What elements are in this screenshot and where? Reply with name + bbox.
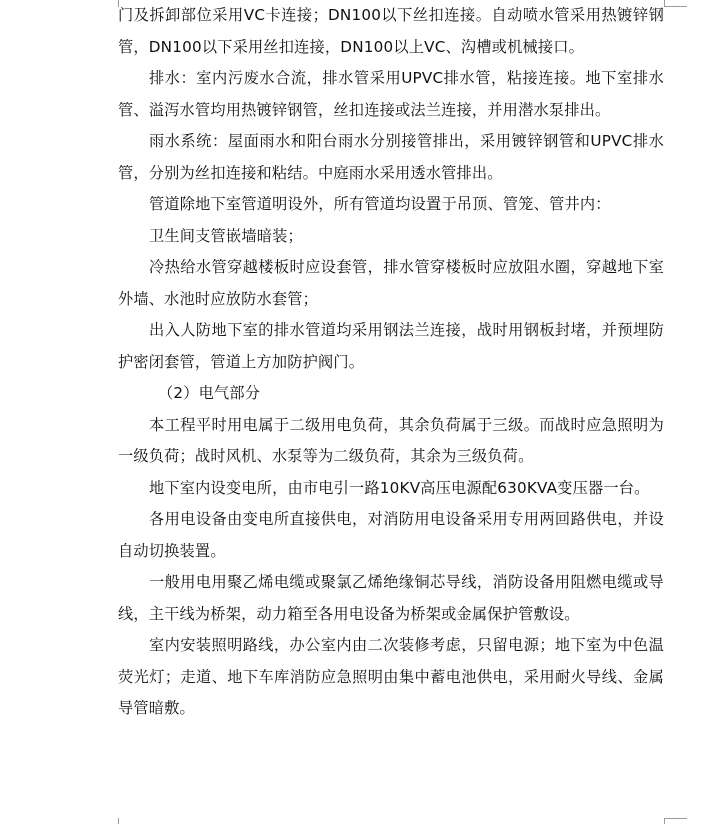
paragraph-cables: 一般用电用聚乙烯电缆或聚氯乙烯绝缘铜芯导线，消防设备用阻燃电缆或导线，主干线为桥架，动力箱至各用电设备为桥架或金属保护管敷设。: [118, 573, 664, 623]
section-heading-electrical: （2）电气部分: [158, 384, 261, 402]
paragraph-drainage: 排水：室内污废水合流，排水管采用UPVC排水管，粘接连接。地下室排水管、溢泻水管均用热镀锌钢管，丝扣连接或法兰连接，并用潜水泵排出。: [118, 69, 664, 119]
paragraph-substation: 地下室内设变电所，由市电引一路10KV高压电源配630KVA变压器一台。: [149, 478, 650, 497]
paragraph-lighting: 室内安装照明路线，办公室内由二次装修考虑，只留电源；地下室为中色温荧光灯；走道、地下车库消防应急照明由集中蓄电池供电，采用耐火导线、金属导管暗敷。: [118, 636, 664, 717]
paragraph-power-supply: 各用电设备由变电所直接供电，对消防用电设备采用专用两回路供电，并设自动切换装置。: [118, 510, 664, 560]
crop-mark-bottom-left: [118, 818, 119, 824]
crop-mark-top-right-horizontal: [665, 6, 687, 7]
paragraph-sleeves: 冷热给水管穿越楼板时应设套管，排水管穿楼板时应放阻水圈，穿越地下室外墙、水池时应放防水套管；: [118, 258, 664, 308]
paragraph-pipe-concealment: 管道除地下室管道明设外，所有管道均设置于吊顶、管笼、管井内：: [149, 195, 611, 213]
paragraph-civil-defense: 出入人防地下室的排水管道均采用钢法兰连接，战时用钢板封堵，并预埋防护密闭套管，管道上方加防护阀门。: [118, 321, 664, 371]
paragraph-rainwater-system: 雨水系统：屋面雨水和阳台雨水分别接管排出，采用镀锌钢管和UPVC排水管，分别为丝扣连接和粘结。中庭雨水采用透水管排出。: [118, 132, 664, 182]
crop-mark-bottom-right-horizontal: [665, 818, 687, 819]
paragraph-load-class: 本工程平时用电属于二级用电负荷，其余负荷属于三级。而战时应急照明为一级负荷；战时风机、水泵等为二级负荷，其余为三级负荷。: [118, 415, 664, 465]
paragraph-pipe-connections: 门及拆卸部位采用VC卡连接；DN100以下丝扣连接。自动喷水管采用热镀锌钢管，DN100以下采用丝扣连接，DN100以上VC、沟槽或机械接口。: [118, 6, 664, 56]
paragraph-toilet-branch: 卫生间支管嵌墙暗装；: [149, 226, 303, 245]
document-body: [118, 0, 664, 725]
